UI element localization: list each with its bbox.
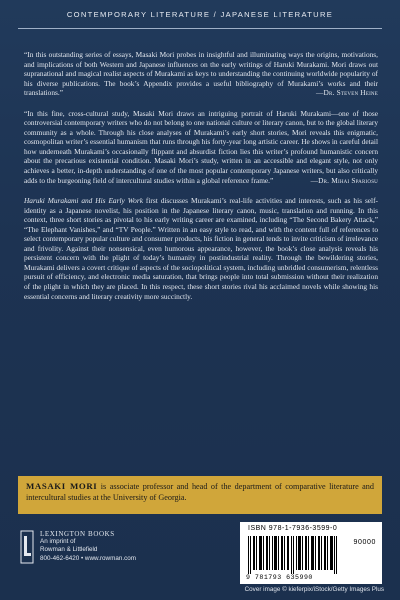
publisher-text <box>40 530 136 563</box>
publisher-parent: Rowman & Littlefield <box>40 546 98 554</box>
review-quote-1 <box>24 50 378 98</box>
author-name: MASAKI MORI <box>26 481 98 491</box>
barcode-icon <box>246 534 346 574</box>
price-code: 90000 <box>353 539 376 546</box>
author-bio-box <box>18 476 382 514</box>
barcode-digits: 9 781793 635990 <box>246 574 313 581</box>
publisher-imprint-line: An imprint of <box>40 538 76 546</box>
isbn-barcode-box <box>240 522 382 584</box>
review-1-text: “In this outstanding series of essays, Masaki Mori probes in insightful and illuminating ways the origins, motivations, and implications of both Western and Japanese influences on the early writings of Haruki Murakami. Mori draws out supranational and magical realist aspects of Murakami as keys to understanding the continuing worldwide popularity of his diverse publications. The book’s Appendix provides a useful bibliography of Murakami’s works and their translations.” <box>24 50 378 98</box>
cover-image-credit: Cover image © kieferpix/iStock/Getty Images Plus <box>244 586 384 593</box>
lexington-logo-icon <box>20 530 34 564</box>
publisher-block <box>20 528 210 578</box>
book-title: Haruki Murakami and His Early Work <box>24 196 143 206</box>
review-2-text: “In this fine, cross-cultural study, Masaki Mori draws an intriguing portrait of Haruki Murakami—one of those controversial contemporary writers who do not belong to one national culture or literary canon, but to the global literary community as a whole. Through his close analyses of Murakami’s early short stories, Mori reveals this enigmatic, cosmopolitan writer’s essential humanism that runs through his forty-year long artistic career. He shows in careful detail how underneath Murakami’s occasionally flippant and absurdist fiction lies this writer’s profound humanistic concern about the precarious existential condition. Masaki Mori’s study, written in an accessible and elegant style, not only achieves a better, in-depth understanding of one of the most popular contemporary Japanese writers, but also critically adds to the burgeoning field of intercultural studies within a global reference frame.” <box>24 108 378 185</box>
publisher-name: LEXINGTON BOOKS <box>40 530 115 538</box>
header-rule <box>18 28 382 29</box>
review-2-attribution: —Dr. Mihai Spariosu <box>310 175 378 185</box>
review-1-attribution: —Dr. Steven Heine <box>315 88 378 98</box>
review-quote-2 <box>24 109 378 185</box>
description-text: first discusses Murakami’s real-life activities and interests, such as his self-identity as a Japanese novelist, his position in the Japanese literary canon, music, translation and running. In this context, three short stories as pivotal to his early writing career are examined, including “The Second Bakery Attack,” “The Elephant Vanishes,” and “TV People.” Written in an easy style to read, and with the content full of references to select contemporary popular culture and consumer products, his fiction in general tends to invite criticism of irrelevance and frivolity. Against their nonsensical, even humorous appearance, however, the book’s close analysis reveals his persistent concern with the plight of today’s humanity in postindustrial reality. Through the bewildering stories, Murakami delivers a covert critique of aspects of the sociopolitical system, including unbridled consumerism, relentless pursuit of efficiency, and electronic media saturation, that brings people into total submission without their realization of the plight in which they are placed. In this respect, these short stories rival his acclaimed novels while showing his essential concerns and literary creativity more succinctly. <box>24 196 378 301</box>
category-label: CONTEMPORARY LITERATURE / JAPANESE LITERATURE <box>66 10 334 19</box>
author-bio: is associate professor and head of the department of comparative literature and intercultural studies at the University of Georgia. <box>26 482 374 502</box>
back-cover-text <box>24 50 378 312</box>
publisher-contact: 800-462-6420 • www.rowman.com <box>40 554 137 562</box>
isbn-label: ISBN 978-1-7936-3599-0 <box>248 525 338 532</box>
book-description <box>24 196 378 301</box>
